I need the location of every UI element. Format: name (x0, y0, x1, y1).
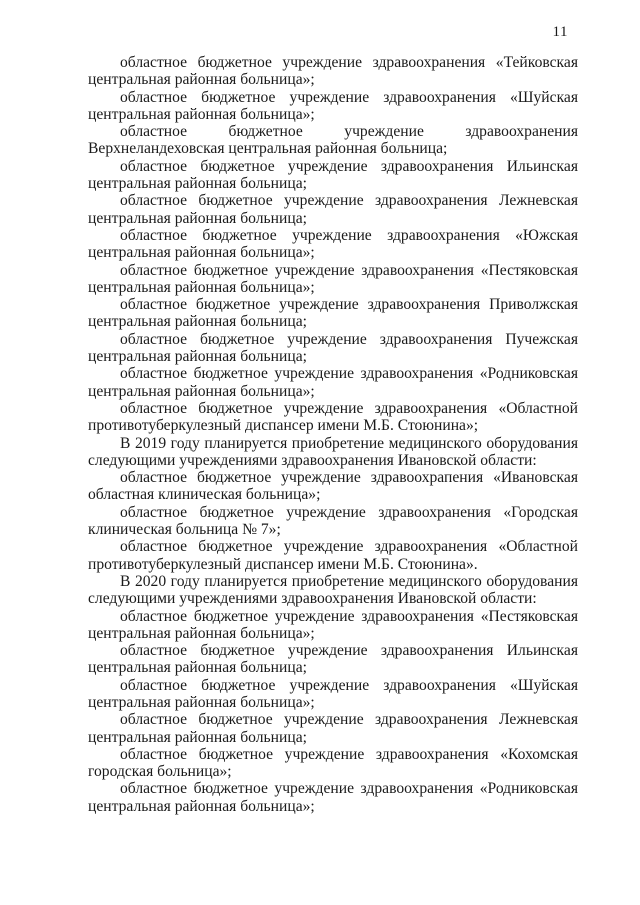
paragraph: областное бюджетное учреждение здравоохранения «Родниковская центральная районная больница»; (88, 780, 578, 815)
paragraph: областное бюджетное учреждение здравоохранения «Шуйская центральная районная больница»; (88, 676, 578, 711)
paragraph: областное бюджетное учреждение здравоохранения Верхнеландеховская центральная районная больница; (88, 123, 578, 158)
paragraph: областное бюджетное учреждение здравоохранения Ильинская центральная районная больница; (88, 642, 578, 677)
paragraph: областное бюджетное учреждение здравоохранения Лежневская центральная районная больница; (88, 192, 578, 227)
paragraph: областное бюджетное учреждение здравоохранения «Городская клиническая больница № 7»; (88, 503, 578, 539)
paragraph: областное бюджетное учреждение здравоохранения Приволжская центральная районная больница; (88, 296, 578, 331)
paragraph: областное бюджетное учреждение здравоохранения «Шуйская центральная районная больница»; (88, 88, 578, 123)
page-number: 11 (552, 24, 568, 40)
paragraph: областное бюджетное учреждение здравоохранения Лежневская центральная районная больница; (88, 711, 578, 746)
paragraph: областное бюджетное учреждение здравоохранения «Родниковская центральная районная больница»; (88, 365, 578, 400)
paragraph: областное бюджетное учреждение здравоохранения Пучежская центральная районная больница; (88, 330, 578, 366)
paragraph: областное бюджетное учреждение здравоохранения «Кохомская городская больница»; (88, 745, 578, 781)
paragraph: областное бюджетное учреждение здравоохранения Ильинская центральная районная больница; (88, 157, 578, 193)
paragraph: В 2020 году планируется приобретение медицинского оборудования следующими учреждениями здравоохранения Ивановской области: (88, 572, 578, 608)
paragraph: областное бюджетное учреждение здравоохранения «Областной противотуберкулезный диспансер имени М.Б. Стоюнина». (88, 538, 578, 573)
paragraph: областное бюджетное учреждение здравоохранения «Тейковская центральная районная больница»; (88, 54, 578, 89)
paragraph: областное бюджетное учреждение здравоохранения «Южская центральная районная больница»; (88, 226, 578, 262)
paragraph: областное бюджетное учреждение здравоохранения «Пестяковская центральная районная больница»; (88, 261, 578, 296)
paragraph: областное бюджетное учреждение здравоохранения «Областной противотуберкулезный диспансер имени М.Б. Стоюнина»; (88, 399, 578, 435)
paragraph: областное бюджетное учреждение здравоохранения «Пестяковская центральная районная больница»; (88, 607, 578, 642)
document-body (88, 54, 578, 815)
paragraph: В 2019 году планируется приобретение медицинского оборудования следующими учреждениями здравоохранения Ивановской области: (88, 434, 578, 469)
paragraph: областное бюджетное учреждение здравоохрапения «Ивановская областная клиническая больница»; (88, 469, 578, 504)
